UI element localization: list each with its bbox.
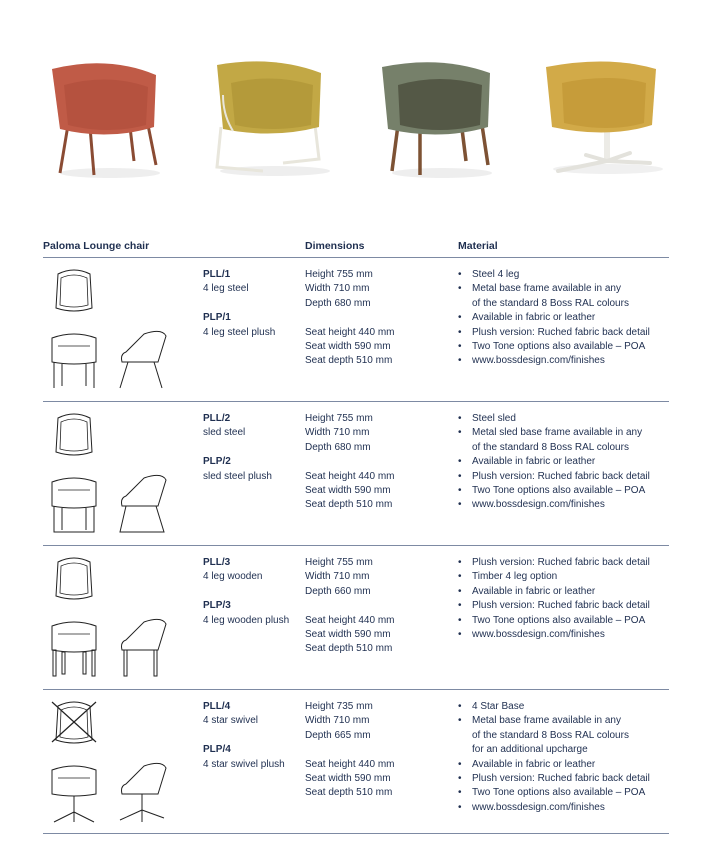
material-item: • Metal base frame available in any xyxy=(458,282,650,296)
material-item: • Steel 4 leg xyxy=(458,268,650,282)
model-description-plush: 4 leg wooden plush xyxy=(203,614,290,626)
model-codes xyxy=(203,700,285,772)
model-description-plush: 4 leg steel plush xyxy=(203,326,276,338)
row-divider xyxy=(43,545,669,546)
seat-dimension-value: Seat depth 510 mm xyxy=(305,499,393,511)
chair-line-drawing xyxy=(48,412,178,536)
seat-dimension-value: Seat height 440 mm xyxy=(305,614,395,626)
dimension-value: Width 710 mm xyxy=(305,715,370,727)
material-item: • Available in fabric or leather xyxy=(458,311,650,325)
model-code-plush: PLP/3 xyxy=(203,600,231,612)
chair-photo-strip xyxy=(0,0,705,210)
model-code-plush: PLP/4 xyxy=(203,744,231,756)
dimension-value: Height 735 mm xyxy=(305,701,373,712)
spec-row xyxy=(0,412,705,556)
material-item: for an additional upcharge xyxy=(472,744,588,756)
material-item: of the standard 8 Boss RAL colours xyxy=(472,297,629,309)
material-item: • Available in fabric or leather xyxy=(458,758,650,772)
chair-line-drawing xyxy=(48,556,178,680)
model-code: PLL/3 xyxy=(203,557,231,568)
dimensions-list xyxy=(305,268,395,369)
spec-row xyxy=(0,556,705,700)
model-codes xyxy=(203,268,275,340)
material-list xyxy=(458,556,650,642)
material-item: • Plush version: Ruched fabric back detail xyxy=(458,556,650,570)
material-item: • Metal sled base frame available in any xyxy=(458,426,650,440)
model-code-plush: PLP/1 xyxy=(203,312,231,324)
seat-dimension-value: Seat width 590 mm xyxy=(305,772,391,784)
model-description-plush: 4 star swivel plush xyxy=(203,758,285,770)
material-item: • www.bossdesign.com/finishes xyxy=(458,801,650,815)
model-description: 4 leg wooden xyxy=(203,571,263,583)
model-description: 4 leg steel xyxy=(203,283,249,295)
seat-dimension-value: Seat depth 510 mm xyxy=(305,355,393,367)
chair-photo-red-4-leg xyxy=(38,55,178,185)
seat-dimension-value: Seat height 440 mm xyxy=(305,758,395,770)
material-item: • Two Tone options also available – POA xyxy=(458,340,650,354)
model-code: PLL/1 xyxy=(203,269,231,280)
dimension-value: Depth 660 mm xyxy=(305,585,371,597)
header-rule xyxy=(43,257,669,258)
material-item: • Metal base frame available in any xyxy=(458,714,650,728)
seat-dimension-value: Seat width 590 mm xyxy=(305,484,391,496)
material-item: • www.bossdesign.com/finishes xyxy=(458,498,650,512)
dimension-value: Depth 665 mm xyxy=(305,729,371,741)
material-item: • Available in fabric or leather xyxy=(458,455,650,469)
dimension-value: Depth 680 mm xyxy=(305,441,371,453)
dimensions-list xyxy=(305,412,395,513)
seat-dimension-value: Seat height 440 mm xyxy=(305,326,395,338)
material-item: • Timber 4 leg option xyxy=(458,570,650,584)
material-item: • Steel sled xyxy=(458,412,650,426)
model-description: sled steel xyxy=(203,427,246,439)
material-item: • Two Tone options also available – POA xyxy=(458,786,650,800)
seat-dimension-value: Seat width 590 mm xyxy=(305,628,391,640)
dimension-value: Height 755 mm xyxy=(305,269,373,280)
chair-line-drawing xyxy=(48,700,178,824)
row-divider xyxy=(43,833,669,834)
model-codes xyxy=(203,556,289,628)
material-heading: Material xyxy=(458,240,498,252)
dimensions-list xyxy=(305,700,395,801)
seat-dimension-value: Seat width 590 mm xyxy=(305,340,391,352)
chair-photo-olive-sled xyxy=(203,55,343,185)
seat-dimension-value: Seat depth 510 mm xyxy=(305,643,393,655)
material-item: • Plush version: Ruched fabric back detail xyxy=(458,326,650,340)
spec-row xyxy=(0,700,705,844)
chair-photo-green-wooden xyxy=(370,55,510,185)
model-code: PLL/2 xyxy=(203,413,231,424)
material-item: • Two Tone options also available – POA xyxy=(458,614,650,628)
dimension-value: Width 710 mm xyxy=(305,283,370,295)
material-item: • 4 Star Base xyxy=(458,700,650,714)
spec-row xyxy=(0,268,705,412)
dimension-value: Height 755 mm xyxy=(305,557,373,568)
dimensions-heading: Dimensions xyxy=(305,240,365,252)
material-item: • Two Tone options also available – POA xyxy=(458,484,650,498)
material-item: of the standard 8 Boss RAL colours xyxy=(472,729,629,741)
seat-dimension-value: Seat height 440 mm xyxy=(305,470,395,482)
row-divider xyxy=(43,401,669,402)
material-item: • Plush version: Ruched fabric back detail xyxy=(458,470,650,484)
model-code: PLL/4 xyxy=(203,701,231,712)
material-item: • Plush version: Ruched fabric back detail xyxy=(458,599,650,613)
row-divider xyxy=(43,689,669,690)
material-item: • www.bossdesign.com/finishes xyxy=(458,354,650,368)
material-list xyxy=(458,268,650,369)
material-item: • www.bossdesign.com/finishes xyxy=(458,628,650,642)
material-list xyxy=(458,412,650,513)
model-code-plush: PLP/2 xyxy=(203,456,231,468)
dimensions-list xyxy=(305,556,395,657)
chair-line-drawing xyxy=(48,268,178,392)
dimension-value: Depth 680 mm xyxy=(305,297,371,309)
material-item: • Available in fabric or leather xyxy=(458,585,650,599)
chair-photo-mustard-swivel xyxy=(538,55,678,185)
model-description-plush: sled steel plush xyxy=(203,470,272,482)
model-description: 4 star swivel xyxy=(203,715,259,727)
material-item: • Plush version: Ruched fabric back detail xyxy=(458,772,650,786)
dimension-value: Width 710 mm xyxy=(305,571,370,583)
product-name-heading: Paloma Lounge chair xyxy=(43,240,150,252)
dimension-value: Width 710 mm xyxy=(305,427,370,439)
material-item: of the standard 8 Boss RAL colours xyxy=(472,441,629,453)
dimension-value: Height 755 mm xyxy=(305,413,373,424)
model-codes xyxy=(203,412,272,484)
material-list xyxy=(458,700,650,815)
seat-dimension-value: Seat depth 510 mm xyxy=(305,787,393,799)
